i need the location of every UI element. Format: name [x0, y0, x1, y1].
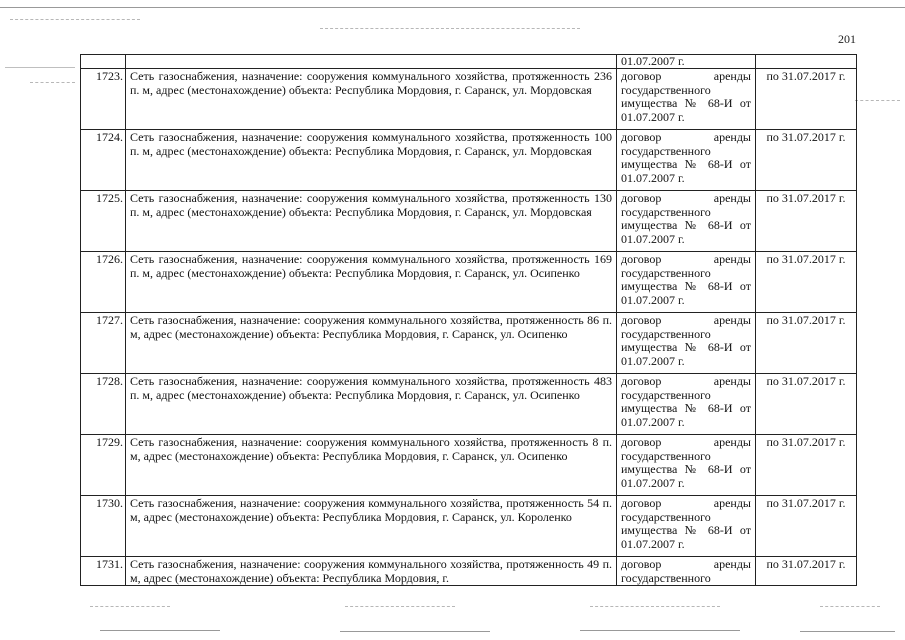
scan-artifact-line — [590, 606, 720, 608]
lease-term: по 31.07.2017 г. — [766, 435, 846, 450]
table-row — [81, 69, 857, 130]
row-number: 1728. — [96, 374, 123, 389]
lease-term: по 31.07.2017 г. — [766, 191, 846, 206]
object-description: Сеть газоснабжения, назначение: сооружения коммунального хозяйства, протяженность 169 п. м, адрес (местонахождение) объекта: Республика Мордовия, г. Саранск, ул. Осипенко — [130, 252, 612, 280]
lease-basis: договор аренды государственного — [621, 557, 751, 585]
object-description: Сеть газоснабжения, назначение: сооружения коммунального хозяйства, протяженность 483 п. м, адрес (местонахождение) объекта: Республика Мордовия, г. Саранск, ул. Осипенко — [130, 374, 612, 402]
table-row — [81, 252, 857, 313]
scan-artifact-line — [345, 606, 455, 608]
term-cell — [756, 130, 857, 191]
property-table-body — [81, 55, 857, 586]
row-number-cell — [81, 191, 126, 252]
table-row — [81, 191, 857, 252]
scan-artifact-line — [820, 606, 880, 608]
row-number-cell — [81, 435, 126, 496]
description-cell — [126, 435, 617, 496]
object-description: Сеть газоснабжения, назначение: сооружения коммунального хозяйства, протяженность 8 п. м, адрес (местонахождение) объекта: Республика Мордовия, г. Саранск, ул. Осипенко — [130, 435, 612, 463]
table-row — [81, 130, 857, 191]
row-number-cell — [81, 130, 126, 191]
row-number-cell — [81, 252, 126, 313]
scan-artifact-line — [100, 630, 220, 631]
scan-artifact-line — [855, 100, 900, 102]
lease-basis: договор аренды государственного имущества № 68-И от 01.07.2007 г. — [621, 313, 751, 368]
table-cell-number — [81, 55, 126, 69]
row-number-cell — [81, 374, 126, 435]
table-row — [81, 374, 857, 435]
row-number: 1729. — [96, 435, 123, 450]
description-cell — [126, 130, 617, 191]
description-cell — [126, 496, 617, 557]
lease-basis: договор аренды государственного имущества № 68-И от 01.07.2007 г. — [621, 252, 751, 307]
basis-cell — [617, 69, 756, 130]
row-number-cell — [81, 69, 126, 130]
scan-artifact-line — [340, 631, 490, 632]
lease-basis: договор аренды государственного имущества № 68-И от 01.07.2007 г. — [621, 374, 751, 429]
table-cell-term — [756, 55, 857, 69]
basis-cell — [617, 435, 756, 496]
basis-cell — [617, 130, 756, 191]
table-row — [81, 496, 857, 557]
scan-artifact-line — [90, 606, 170, 608]
scan-artifact-line — [0, 7, 905, 8]
scan-artifact-line — [320, 28, 580, 30]
description-cell — [126, 252, 617, 313]
object-description: Сеть газоснабжения, назначение: сооружения коммунального хозяйства, протяженность 49 п. м, адрес (местонахождение) объекта: Республика Мордовия, г. — [130, 557, 612, 585]
lease-term: по 31.07.2017 г. — [766, 313, 846, 328]
row-number: 1726. — [96, 252, 123, 267]
page-number: 201 — [838, 32, 856, 46]
row-number: 1725. — [96, 191, 123, 206]
row-number-cell — [81, 313, 126, 374]
basis-cell — [617, 374, 756, 435]
row-number-cell — [81, 496, 126, 557]
table-row-continued — [81, 55, 857, 69]
object-description: Сеть газоснабжения, назначение: сооружения коммунального хозяйства, протяженность 100 п. м, адрес (местонахождение) объекта: Республика Мордовия, г. Саранск, ул. Мордовская — [130, 130, 612, 158]
term-cell — [756, 557, 857, 586]
lease-basis: договор аренды государственного имущества № 68-И от 01.07.2007 г. — [621, 69, 751, 124]
lease-term: по 31.07.2017 г. — [766, 374, 846, 389]
lease-term: по 31.07.2017 г. — [766, 69, 846, 84]
description-cell — [126, 557, 617, 586]
basis-cell — [617, 557, 756, 586]
table-row — [81, 435, 857, 496]
scan-artifact-line — [30, 82, 75, 84]
row-number: 1727. — [96, 313, 123, 328]
term-cell — [756, 435, 857, 496]
table-cell-description — [126, 55, 617, 69]
row-number: 1724. — [96, 130, 123, 145]
object-description: Сеть газоснабжения, назначение: сооружения коммунального хозяйства, протяженность 86 п. м, адрес (местонахождение) объекта: Республика Мордовия, г. Саранск, ул. Осипенко — [130, 313, 612, 341]
row-number: 1723. — [96, 69, 123, 84]
basis-cell — [617, 496, 756, 557]
lease-term: по 31.07.2017 г. — [766, 252, 846, 267]
property-table — [80, 54, 857, 586]
term-cell — [756, 313, 857, 374]
description-cell — [126, 374, 617, 435]
table-row — [81, 557, 857, 586]
term-cell — [756, 496, 857, 557]
lease-basis: договор аренды государственного имущества № 68-И от 01.07.2007 г. — [621, 435, 751, 490]
description-cell — [126, 69, 617, 130]
row-number: 1730. — [96, 496, 123, 511]
basis-cell — [617, 191, 756, 252]
table-cell-basis — [617, 55, 756, 69]
object-description: Сеть газоснабжения, назначение: сооружения коммунального хозяйства, протяженность 130 п. м, адрес (местонахождение) объекта: Республика Мордовия, г. Саранск, ул. Мордовская — [130, 191, 612, 219]
lease-basis: договор аренды государственного имущества № 68-И от 01.07.2007 г. — [621, 191, 751, 246]
lease-basis: договор аренды государственного имущества № 68-И от 01.07.2007 г. — [621, 130, 751, 185]
scan-artifact-line — [580, 630, 740, 631]
term-cell — [756, 69, 857, 130]
description-cell — [126, 313, 617, 374]
lease-term: по 31.07.2017 г. — [766, 557, 846, 572]
lease-basis: договор аренды государственного имущества № 68-И от 01.07.2007 г. — [621, 496, 751, 551]
description-cell — [126, 191, 617, 252]
table-row — [81, 313, 857, 374]
basis-cell — [617, 252, 756, 313]
object-description: Сеть газоснабжения, назначение: сооружения коммунального хозяйства, протяженность 236 п. м, адрес (местонахождение) объекта: Республика Мордовия, г. Саранск, ул. Мордовская — [130, 69, 612, 97]
term-cell — [756, 191, 857, 252]
lease-term: по 31.07.2017 г. — [766, 130, 846, 145]
continued-basis-text: 01.07.2007 г. — [621, 54, 685, 68]
object-description: Сеть газоснабжения, назначение: сооружения коммунального хозяйства, протяженность 54 п. м, адрес (местонахождение) объекта: Республика Мордовия, г. Саранск, ул. Короленко — [130, 496, 612, 524]
basis-cell — [617, 313, 756, 374]
scan-artifact-line — [800, 631, 895, 632]
lease-term: по 31.07.2017 г. — [766, 496, 846, 511]
row-number-cell — [81, 557, 126, 586]
scan-artifact-line — [10, 19, 140, 21]
scan-artifact-line — [5, 67, 75, 68]
term-cell — [756, 374, 857, 435]
term-cell — [756, 252, 857, 313]
row-number: 1731. — [96, 557, 123, 572]
